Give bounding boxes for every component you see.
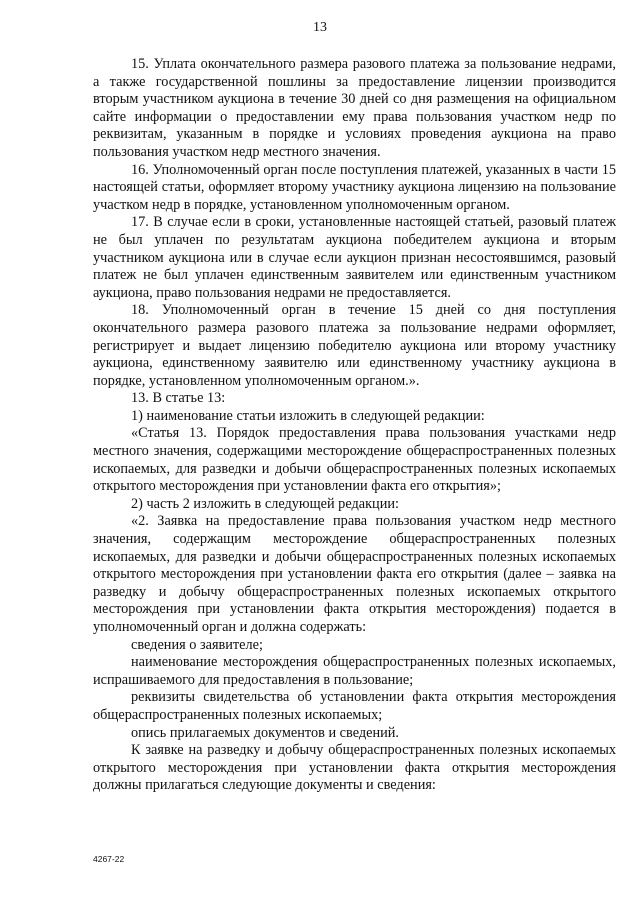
list-item-documents-inventory: опись прилагаемых документов и сведений. xyxy=(131,724,399,741)
article-13-title-quote: «Статья 13. Порядок предоставления права пользования участками недр местного значения, содержащими месторождение общераспространенных полезных ископаемых, для разведки и добычи общераспространенных полезных ископаемых открытого месторождения при установлении факта его открытия»; xyxy=(93,425,616,495)
list-item-deposit-name: наименование месторождения общераспространенных полезных ископаемых, испрашиваемого для предоставления в пользование; xyxy=(93,654,616,688)
document-code: 4267-22 xyxy=(93,854,125,864)
amendment-item-2: 2) часть 2 изложить в следующей редакции: xyxy=(131,495,399,512)
list-item-certificate-details: реквизиты свидетельства об установлении факта открытия месторождения общераспространенных полезных ископаемых; xyxy=(93,689,616,723)
amendment-item-1: 1) наименование статьи изложить в следующей редакции: xyxy=(131,407,485,424)
page-number: 13 xyxy=(313,20,327,35)
document-body xyxy=(93,56,616,795)
paragraph-17: 17. В случае если в сроки, установленные настоящей статьей, разовый платеж не был уплачен по результатам аукциона победителем аукциона и вторым участником аукциона или в случае если аукцион признан несостоявшимся, разовый платеж не был уплачен единственным заявителем или единственным участником аукциона, право пользования недрами не предоставляется. xyxy=(93,214,616,301)
part-2-text: «2. Заявка на предоставление права пользования участком недр местного значения, содержащим месторождение общераспространенных полезных ископаемых, для разведки и добычи общераспространенных полезных ископаемых открытого месторождения при установлении факта его открытия (далее – заявка на разведку и добычу общераспространенных полезных ископаемых открытого месторождения при установлении факта открытия месторождения) подается в уполномоченный орган и должна содержать: xyxy=(93,513,616,635)
paragraph-15: 15. Уплата окончательного размера разового платежа за пользование недрами, а также государственной пошлины за предоставление лицензии производится вторым участником аукциона в течение 30 дней со дня размещения на официальном сайте информации о предоставлении ему права пользования участком недр по реквизитам, указанным в порядке и условиях проведения аукциона на право пользования участком недр местного значения. xyxy=(93,56,616,160)
list-item-applicant-info: сведения о заявителе; xyxy=(131,636,263,653)
attachments-paragraph: К заявке на разведку и добычу общераспространенных полезных ископаемых открытого месторождения при установлении факта открытия месторождения должны прилагаться следующие документы и сведения: xyxy=(93,742,616,794)
paragraph-18: 18. Уполномоченный орган в течение 15 дней со дня поступления окончательного размера разового платежа за пользование недрами оформляет, регистрирует и выдает лицензию победителю аукциона или второму участнику аукциона, единственному заявителю или единственному участнику аукциона в порядке, установленном уполномоченным органом.». xyxy=(93,302,616,389)
amendment-article-13: 13. В статье 13: xyxy=(131,390,226,407)
paragraph-16: 16. Уполномоченный орган после поступления платежей, указанных в части 15 настоящей статьи, оформляет второму участнику аукциона лицензию на пользование участком недр в порядке, установленном уполномоченным органом. xyxy=(93,161,616,213)
